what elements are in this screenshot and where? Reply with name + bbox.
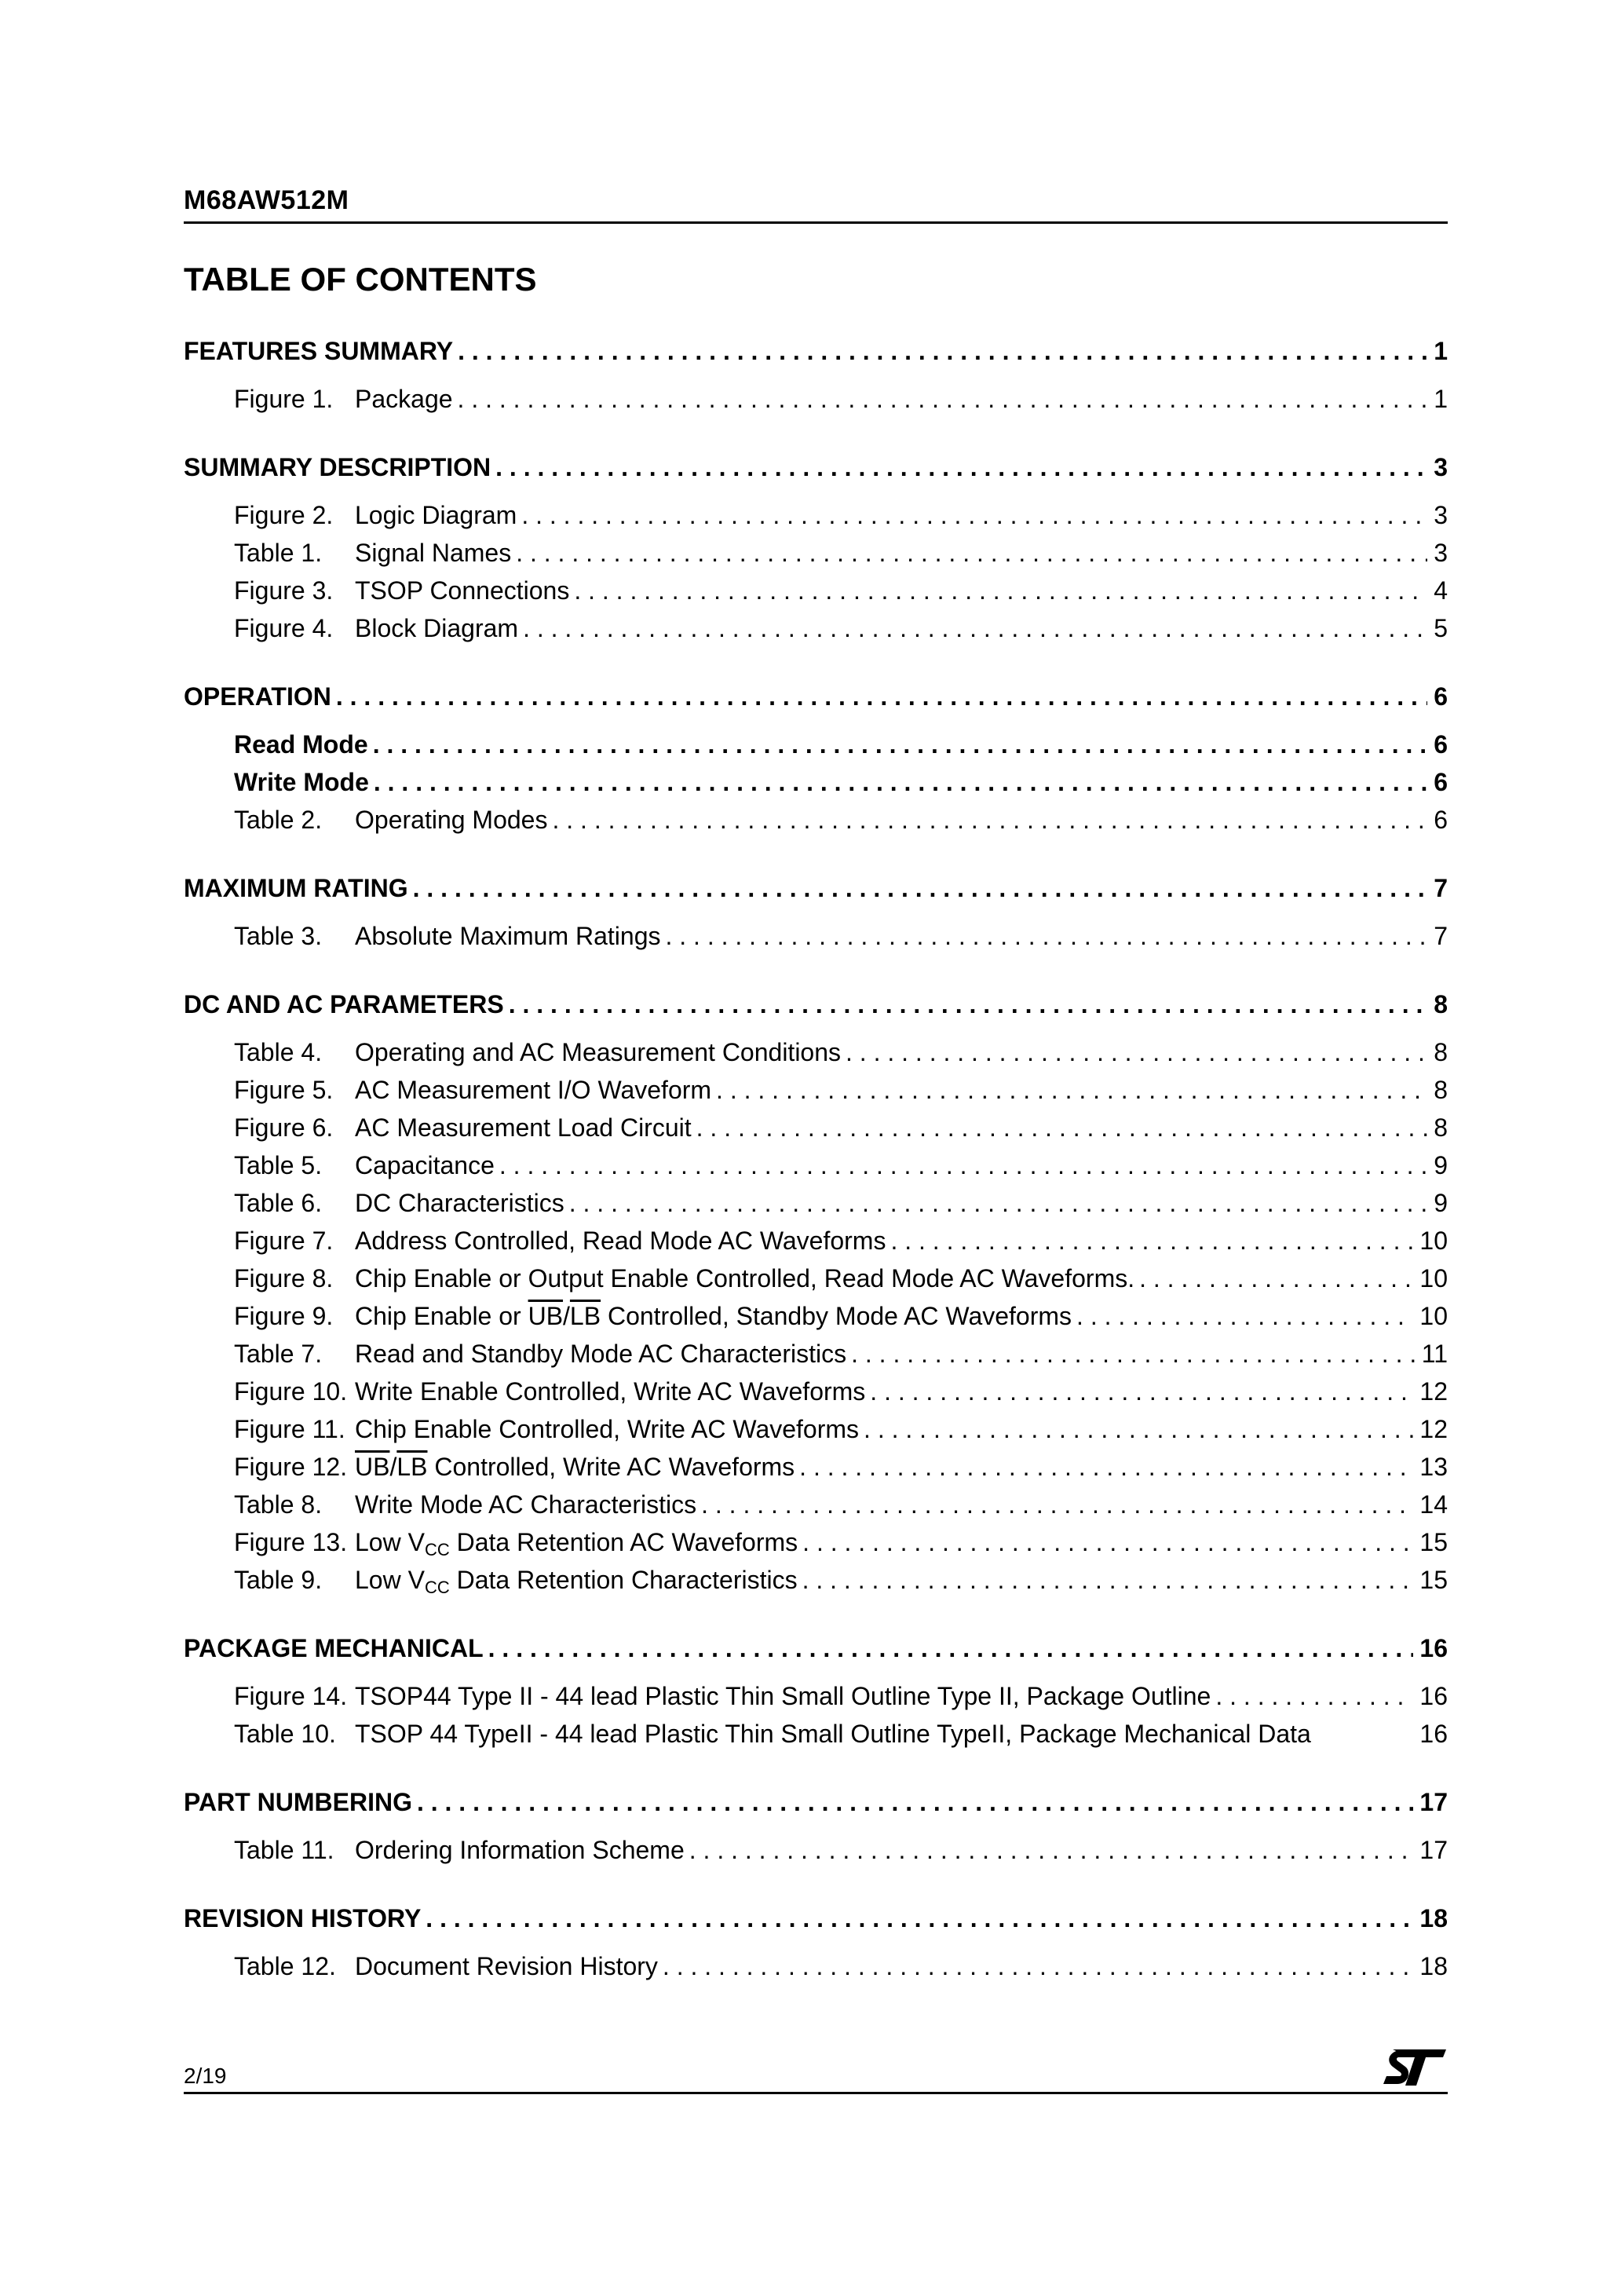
entry-title: TSOP Connections bbox=[355, 576, 570, 605]
leader-dots bbox=[865, 1373, 1413, 1410]
leader-dots bbox=[331, 677, 1427, 716]
entry-label: Table 8. bbox=[234, 1490, 323, 1519]
entry-label: Figure 13. bbox=[234, 1528, 348, 1556]
toc-entry[interactable] bbox=[184, 534, 1448, 572]
entry-label: Figure 11. bbox=[234, 1415, 345, 1443]
entry-page: 16 bbox=[1419, 1682, 1448, 1710]
entry-page: 11 bbox=[1421, 1340, 1448, 1368]
entry-title: TSOP44 Type II - 44 lead Plastic Thin Small Outline Type II, Package Outline bbox=[355, 1682, 1211, 1710]
toc-entry[interactable] bbox=[184, 1947, 1448, 1985]
subscript: CC bbox=[424, 1578, 450, 1597]
overline-signal: $\overline{LB}$ bbox=[569, 1302, 601, 1330]
entry-page: 10 bbox=[1419, 1264, 1448, 1292]
entry-label: Figure 2. bbox=[234, 501, 334, 529]
toc-section-heading[interactable] bbox=[184, 868, 1448, 908]
toc-section-heading[interactable] bbox=[184, 985, 1448, 1024]
toc-entry[interactable] bbox=[184, 1677, 1448, 1715]
toc-entry[interactable] bbox=[184, 1335, 1448, 1373]
toc-section-heading[interactable] bbox=[184, 1782, 1448, 1822]
entry-label: Figure 9. bbox=[234, 1302, 334, 1330]
toc-entry[interactable] bbox=[184, 1486, 1448, 1523]
entry-subsection-title: Write Mode bbox=[234, 768, 369, 796]
entry-text-post: Data Retention AC Waveforms bbox=[449, 1528, 798, 1556]
toc-section-heading[interactable] bbox=[184, 1629, 1448, 1668]
overline-signal: $\overline{UB}$ bbox=[528, 1302, 564, 1330]
entry-page: 6 bbox=[1434, 730, 1448, 759]
table-of-contents bbox=[184, 331, 1448, 1985]
toc-section bbox=[184, 448, 1448, 647]
toc-entry[interactable] bbox=[184, 726, 1448, 763]
page-number: 2/19 bbox=[184, 2064, 227, 2088]
toc-section bbox=[184, 331, 1448, 418]
entry-label: Table 3. bbox=[234, 922, 323, 950]
toc-section bbox=[184, 1629, 1448, 1753]
entry-subsection-title: Read Mode bbox=[234, 730, 368, 759]
toc-section bbox=[184, 1782, 1448, 1869]
entry-label: Figure 3. bbox=[234, 576, 334, 605]
leader-dots bbox=[886, 1222, 1413, 1260]
toc-section-heading[interactable] bbox=[184, 448, 1448, 487]
entry-label: Table 10. bbox=[234, 1720, 336, 1748]
toc-entry[interactable] bbox=[184, 1410, 1448, 1448]
section-page: 6 bbox=[1434, 682, 1448, 711]
entry-label: Figure 4. bbox=[234, 614, 334, 642]
entry-page: 8 bbox=[1434, 1076, 1448, 1104]
entry-title: Signal Names bbox=[355, 539, 512, 567]
entry-text-mid: / bbox=[563, 1302, 570, 1330]
toc-entry[interactable] bbox=[184, 572, 1448, 609]
entry-label: Figure 5. bbox=[234, 1076, 334, 1104]
section-gap bbox=[184, 839, 1448, 868]
entry-page: 8 bbox=[1434, 1038, 1448, 1066]
entry-page: 9 bbox=[1434, 1151, 1448, 1179]
section-page: 1 bbox=[1434, 337, 1448, 365]
entry-text-pre: Low V bbox=[355, 1528, 425, 1556]
toc-entry[interactable] bbox=[184, 1260, 1448, 1297]
entry-page: 12 bbox=[1419, 1415, 1448, 1443]
section-title: PART NUMBERING bbox=[184, 1788, 412, 1816]
leader-dots bbox=[846, 1335, 1416, 1373]
entry-title: Read and Standby Mode AC Characteristics bbox=[355, 1340, 847, 1368]
subscript: CC bbox=[424, 1540, 450, 1559]
entry-page: 4 bbox=[1434, 576, 1448, 605]
leader-dots bbox=[453, 331, 1427, 371]
leader-dots bbox=[517, 496, 1427, 534]
leader-dots bbox=[798, 1523, 1413, 1561]
section-gap bbox=[184, 647, 1448, 677]
entry-page: 10 bbox=[1419, 1302, 1448, 1330]
entry-title: DC Characteristics bbox=[355, 1189, 564, 1217]
section-page: 8 bbox=[1434, 990, 1448, 1018]
leader-dots bbox=[692, 1109, 1428, 1146]
toc-entry[interactable] bbox=[184, 1109, 1448, 1146]
toc-entry[interactable] bbox=[184, 496, 1448, 534]
entry-title bbox=[355, 1448, 795, 1486]
leader-dots bbox=[504, 985, 1428, 1024]
leader-dots bbox=[569, 572, 1427, 609]
entry-page: 15 bbox=[1419, 1566, 1448, 1594]
leader-dots bbox=[564, 1184, 1427, 1222]
toc-entry[interactable] bbox=[184, 1033, 1448, 1071]
section-page: 7 bbox=[1434, 874, 1448, 902]
entry-text-pre: Chip Enable or bbox=[355, 1302, 528, 1330]
entry-title: AC Measurement Load Circuit bbox=[355, 1113, 692, 1142]
toc-entry[interactable] bbox=[184, 1071, 1448, 1109]
leader-dots bbox=[491, 448, 1427, 487]
leader-dots bbox=[518, 609, 1427, 647]
entry-title: Package bbox=[355, 385, 453, 413]
toc-entry[interactable] bbox=[184, 917, 1448, 955]
entry-page: 3 bbox=[1434, 539, 1448, 567]
leader-dots bbox=[841, 1033, 1427, 1071]
entry-page: 10 bbox=[1419, 1227, 1448, 1255]
toc-entry[interactable] bbox=[184, 1184, 1448, 1222]
entry-page: 5 bbox=[1434, 614, 1448, 642]
toc-entry[interactable] bbox=[184, 1373, 1448, 1410]
entry-title: Chip Enable or Output Enable Controlled, Read Mode AC Waveforms. bbox=[355, 1264, 1135, 1292]
leader-dots bbox=[798, 1561, 1414, 1599]
entry-page: 6 bbox=[1434, 806, 1448, 834]
toc-section bbox=[184, 1899, 1448, 1985]
entry-title: Write Enable Controlled, Write AC Waveforms bbox=[355, 1377, 866, 1406]
toc-entry[interactable] bbox=[184, 801, 1448, 839]
leader-dots bbox=[368, 726, 1428, 763]
footer-rule bbox=[184, 2092, 1448, 2094]
entry-label: Table 6. bbox=[234, 1189, 323, 1217]
entry-label: Figure 6. bbox=[234, 1113, 334, 1142]
section-title: SUMMARY DESCRIPTION bbox=[184, 453, 491, 481]
entry-title bbox=[355, 1561, 798, 1599]
entry-label: Table 7. bbox=[234, 1340, 323, 1368]
entry-text-post: Controlled, Write AC Waveforms bbox=[427, 1453, 795, 1481]
toc-section bbox=[184, 868, 1448, 955]
header-rule bbox=[184, 221, 1448, 224]
entry-label: Table 5. bbox=[234, 1151, 323, 1179]
leader-dots bbox=[1211, 1677, 1413, 1715]
entry-label: Figure 1. bbox=[234, 385, 334, 413]
entry-title: Ordering Information Scheme bbox=[355, 1836, 685, 1864]
toc-entry[interactable] bbox=[184, 1523, 1448, 1561]
overline-signal: $\overline{LB}$ bbox=[396, 1453, 428, 1481]
st-logo-icon bbox=[1382, 2046, 1448, 2087]
leader-dots bbox=[685, 1831, 1414, 1869]
entry-page: 3 bbox=[1434, 501, 1448, 529]
toc-entry[interactable] bbox=[184, 1561, 1448, 1599]
entry-page: 9 bbox=[1434, 1189, 1448, 1217]
toc-entry[interactable] bbox=[184, 763, 1448, 801]
section-page: 16 bbox=[1419, 1634, 1448, 1662]
leader-dots bbox=[495, 1146, 1427, 1184]
entry-title: Address Controlled, Read Mode AC Waveforms bbox=[355, 1227, 886, 1255]
section-gap bbox=[184, 418, 1448, 448]
leader-dots bbox=[1072, 1297, 1413, 1335]
leader-dots bbox=[660, 917, 1427, 955]
leader-dots bbox=[511, 534, 1427, 572]
leader-dots bbox=[1134, 1260, 1413, 1297]
leader-dots bbox=[859, 1410, 1413, 1448]
entry-page: 18 bbox=[1419, 1952, 1448, 1980]
toc-section-heading[interactable] bbox=[184, 677, 1448, 716]
entry-label: Table 2. bbox=[234, 806, 323, 834]
document-product-header: M68AW512M bbox=[184, 185, 349, 215]
entry-page: 7 bbox=[1434, 922, 1448, 950]
section-title: OPERATION bbox=[184, 682, 331, 711]
section-gap bbox=[184, 955, 1448, 985]
page-title: TABLE OF CONTENTS bbox=[184, 261, 537, 298]
leader-dots bbox=[711, 1071, 1427, 1109]
leader-dots bbox=[369, 763, 1427, 801]
toc-section bbox=[184, 677, 1448, 839]
entry-label: Table 1. bbox=[234, 539, 323, 567]
toc-entry[interactable] bbox=[184, 1297, 1448, 1335]
entry-title: Write Mode AC Characteristics bbox=[355, 1490, 697, 1519]
entry-page: 15 bbox=[1419, 1528, 1448, 1556]
leader-dots bbox=[453, 380, 1428, 418]
section-gap bbox=[184, 1599, 1448, 1629]
toc-entry[interactable] bbox=[184, 1448, 1448, 1486]
toc-entry[interactable] bbox=[184, 1222, 1448, 1260]
entry-title bbox=[355, 1297, 1072, 1335]
entry-page: 13 bbox=[1419, 1453, 1448, 1481]
entry-title: Operating and AC Measurement Conditions bbox=[355, 1038, 842, 1066]
entry-label: Figure 8. bbox=[234, 1264, 334, 1292]
entry-page: 16 bbox=[1419, 1720, 1448, 1748]
toc-entry[interactable] bbox=[184, 1831, 1448, 1869]
section-page: 3 bbox=[1434, 453, 1448, 481]
entry-title: Block Diagram bbox=[355, 614, 519, 642]
section-page: 18 bbox=[1419, 1904, 1448, 1932]
toc-entry[interactable] bbox=[184, 609, 1448, 647]
entry-label: Figure 14. bbox=[234, 1682, 348, 1710]
entry-page: 17 bbox=[1419, 1836, 1448, 1864]
entry-title: AC Measurement I/O Waveform bbox=[355, 1076, 712, 1104]
entry-label: Table 11. bbox=[234, 1836, 334, 1864]
toc-entry[interactable] bbox=[184, 380, 1448, 418]
entry-page: 12 bbox=[1419, 1377, 1448, 1406]
leader-dots bbox=[547, 801, 1427, 839]
entry-page: 8 bbox=[1434, 1113, 1448, 1142]
leader-dots bbox=[795, 1448, 1413, 1486]
entry-text-mid: / bbox=[389, 1453, 397, 1481]
toc-section-heading[interactable] bbox=[184, 1899, 1448, 1938]
entry-text-post: Controlled, Standby Mode AC Waveforms bbox=[601, 1302, 1072, 1330]
leader-dots bbox=[412, 1782, 1413, 1822]
entry-title: Logic Diagram bbox=[355, 501, 517, 529]
entry-title: TSOP 44 TypeII - 44 lead Plastic Thin Small Outline TypeII, Package Mechanical Data bbox=[355, 1720, 1311, 1748]
section-gap bbox=[184, 1869, 1448, 1899]
section-title: REVISION HISTORY bbox=[184, 1904, 422, 1932]
leader-dots bbox=[696, 1486, 1413, 1523]
leader-dots bbox=[484, 1629, 1414, 1668]
toc-section-heading[interactable] bbox=[184, 331, 1448, 371]
section-gap bbox=[184, 1753, 1448, 1782]
entry-text-post: Data Retention Characteristics bbox=[449, 1566, 798, 1594]
entry-title: Absolute Maximum Ratings bbox=[355, 922, 661, 950]
entry-text-pre: Low V bbox=[355, 1566, 425, 1594]
section-title: DC AND AC PARAMETERS bbox=[184, 990, 504, 1018]
leader-dots bbox=[421, 1899, 1413, 1938]
entry-title: Operating Modes bbox=[355, 806, 548, 834]
toc-entry[interactable] bbox=[184, 1715, 1448, 1753]
leader-dots bbox=[408, 868, 1428, 908]
entry-label: Table 4. bbox=[234, 1038, 323, 1066]
toc-entry[interactable] bbox=[184, 1146, 1448, 1184]
entry-page: 6 bbox=[1434, 768, 1448, 796]
entry-title: Document Revision History bbox=[355, 1952, 658, 1980]
entry-label: Figure 10. bbox=[234, 1377, 348, 1406]
entry-title: Capacitance bbox=[355, 1151, 495, 1179]
entry-label: Figure 12. bbox=[234, 1453, 348, 1481]
entry-page: 1 bbox=[1434, 385, 1448, 413]
section-page: 17 bbox=[1419, 1788, 1448, 1816]
entry-label: Figure 7. bbox=[234, 1227, 334, 1255]
entry-title bbox=[355, 1523, 798, 1561]
section-title: PACKAGE MECHANICAL bbox=[184, 1634, 484, 1662]
section-title: FEATURES SUMMARY bbox=[184, 337, 454, 365]
overline-signal: $\overline{UB}$ bbox=[355, 1453, 390, 1481]
entry-label: Table 9. bbox=[234, 1566, 323, 1594]
entry-label: Table 12. bbox=[234, 1952, 336, 1980]
toc-section bbox=[184, 985, 1448, 1599]
section-title: MAXIMUM RATING bbox=[184, 874, 408, 902]
entry-title: Chip Enable Controlled, Write AC Waveforms bbox=[355, 1415, 860, 1443]
entry-page: 14 bbox=[1419, 1490, 1448, 1519]
leader-dots bbox=[658, 1947, 1414, 1985]
